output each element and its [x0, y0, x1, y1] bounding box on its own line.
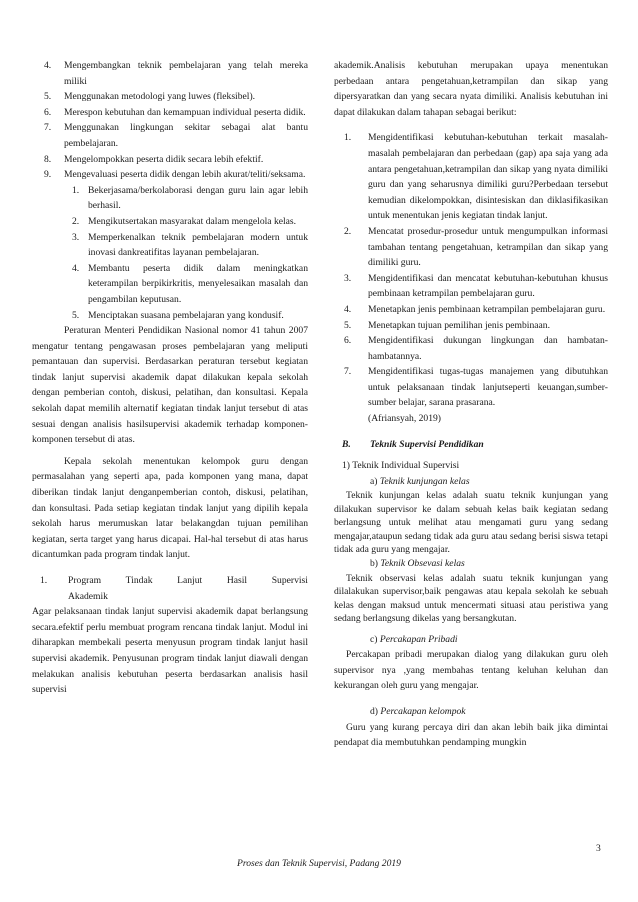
list-item: 7. Mengidentifikasi tugas-tugas manajemen yang dibutuhkan untuk pelaksanaan tindak lanjutseperti keuangan,sumber-sumber belajar, sarana prasarana. [344, 366, 608, 409]
list-item: 8. Mengelompokkan peserta didik secara lebih efektif. [44, 153, 264, 165]
section-heading-b: B. Teknik Supervisi Pendidikan [342, 438, 484, 450]
objectives-list [32, 58, 308, 183]
list-item: 6. Mengidentifikasi dukungan lingkungan dan hambatan-hambatannya. [344, 335, 608, 362]
list-item: 2. Mengikutsertakan masyarakat dalam mengelola kelas. [72, 215, 297, 227]
list-item: 7. Menggunakan lingkungan sekitar sebagai alat bantu pembelajaran. [44, 122, 308, 149]
subheading-group-conversation: d) Percakapan kelompok [370, 706, 466, 718]
list-item: 9. Mengevaluasi peserta didik dengan lebih akurat/teliti/seksama. [44, 169, 306, 181]
left-column: 4. Mengembangkan teknik pembelajaran yang telah mereka miliki 5. Menggunakan metodologi yang luwes (fleksibel). 6. Merespon kebutuhan dan kemampuan individual peserta didik. 7. Menggunakan lingkungan sekitar sebagai alat bantu pembelajaran. 8. Mengelompokkan peserta didik secara lebih efektif. 9. Mengevaluasi peserta didik dengan lebih akurat/teliti/seksama. 1. Bekerjasama/berkolaborasi dengan guru lain agar lebih berhasil. 2. Mengikutsertakan masyarakat dalam mengelola kelas. 3. Memperkenalkan teknik pembelajaran modern untuk inovasi dankreatifitas layanan pembelajaran. 4. Membantu peserta didik dalam meningkatkan keterampilan berpikirkritis, menyelesaikan masalah dan pengambilan keputusan. 5. Menciptakan suasana pembelajaran yang kondusif. Peraturan Menteri Pendidikan Nasional nomor 41 tahun 2007 mengatur tentang pengawasan proses pembelajaran yang meliputi pemantauan dan supervisi. Berdasarkan peraturan tersebut kegiatan tindak lanjut supervisi akademik dapat dilakukan kepala sekolah dengan pemberian contoh, diskusi, pelatihan, dan konsultasi. Kepala sekolah dapat memilih alternatif kegiatan tindak lanjut tersebut di atas sesuai dengan analisis hasilsupervisi akademik terhadap komponen-komponen tersebut di atas. Kepala sekolah menentukan kelompok guru dengan permasalahan yang seperti apa, pada komponen yang mana, dapat diberikan tindak lanjut denganpemberian contoh, diskusi, pelatihan, dan konsultasi. Pada setiap kegiatan tindak lanjut yang dipilih kepala sekolah harus merumuskan latar belakangdan tujuan pemilihan kegiatan, serta target yang harus dicapai. Hal-hal tersebut di atas harus dicantumkan pada program tindak lanjut. 1. Program Tindak Lanjut Hasil Supervisi Akademik Agar pelaksanaan tindak lanjut supervisi akademik dapat berlangsung secara.efektif perlu membuat program rencana tindak lanjut. Modul ini diharapkan membekali peserta menyusun program tindak lanjut hasil supervisi akademik. Penyusunan program tindak lanjut diawali dengan melakukan analisis kebutuhan peserta berdasarkan analisis hasil supervisi [32, 58, 308, 698]
citation: (Afriansyah, 2019) [368, 413, 441, 425]
subheading-class-observation: b) Teknik Obsevasi kelas [370, 558, 465, 570]
paragraph-class-visit: Teknik kunjungan kelas adalah suatu teknik kunjungan yang dilakukan supervisor ke dalam sebuah kelas baik kegiatan sedang berlangsung untuk melihat atau mengamati guru yang sedang mengajar,ataupun sedang tidak ada guru atau sedang berisi siswa tetapi tidak ada guru yang mengajar. [334, 490, 608, 556]
list-item: 2. Mencatat prosedur-prosedur untuk mengumpulkan informasi tambahan tentang pengetahuan, ketrampilan dan sikap yang dimiliki guru. [344, 225, 608, 269]
list-item: 5. Menggunakan metodologi yang luwes (fleksibel). [44, 91, 256, 103]
list-item: 4. Mengembangkan teknik pembelajaran yang telah mereka miliki [44, 60, 308, 87]
list-item: 5. Menciptakan suasana pembelajaran yang kondusif. [72, 309, 284, 321]
analysis-steps-list [334, 130, 608, 426]
list-item: 1. Mengidentifikasi kebutuhan-kebutuhan terkait masalah-masalah pembelajaran dan perbedaan (gap) apa saja yang ada antara pengetahuan,ketrampilan dan sikap yang nyata dimiliki guru dan yang seharusnya dimiliki guru?Perbedaan tersebut kemudian dikelompokkan, disintesiskan dan diklasifikasikan untuk menentukan jenis kegiatan tindak lanjut. [344, 132, 608, 222]
list-item: 4. Menetapkan jenis pembinaan ketrampilan pembelajaran guru. [344, 303, 606, 315]
subheading-class-visit: a) Teknik kunjungan kelas [370, 475, 470, 487]
objectives-sublist [32, 183, 308, 323]
paragraph-group-conversation: Guru yang kurang percaya diri dan akan lebih baik jika dimintai pendapat dia membutuhkan pendamping mungkin [334, 721, 608, 749]
list-item: 1. Bekerjasama/berkolaborasi dengan guru lain agar lebih berhasil. [72, 184, 308, 212]
list-item: 3. Memperkenalkan teknik pembelajaran modern untuk inovasi dankreatifitas layanan pembelajaran. [72, 231, 308, 259]
list-item: 3. Mengidentifikasi dan mencatat kebutuhan-kebutuhan khusus pembinaan ketrampilan pembelajaran guru. [344, 272, 608, 300]
right-column [334, 58, 608, 751]
page-number: 3 [596, 843, 601, 854]
paragraph-class-observation: Teknik observasi kelas adalah suatu teknik kunjungan yang dilalakukan supervisor,baik pengawas atau kepala sekolah ke sebuah kelas dengan maksud untuk mencermati situasi atau peristiwa yang sedang berlangsung dikelas yang bersangkutan. [334, 573, 608, 625]
paragraph-program-plan: Agar pelaksanaan tindak lanjut supervisi akademik dapat berlangsung secara.efektif perlu membuat program rencana tindak lanjut. Modul ini diharapkan membekali peserta menyusun program tindak lanjut hasil supervisi akademik. Penyusunan program tindak lanjut diawali dengan melakukan analisis kebutuhan peserta berdasarkan analisis hasil supervisi [32, 606, 308, 696]
paragraph-teacher-groups: Kepala sekolah menentukan kelompok guru dengan permasalahan yang seperti apa, pada komponen yang mana, dapat diberikan tindak lanjut denganpemberian contoh, diskusi, pelatihan, dan konsultasi. Pada setiap kegiatan tindak lanjut yang dipilih kepala sekolah harus merumuskan latar belakangdan tujuan pemilihan kegiatan, serta target yang harus dicapai. Hal-hal tersebut di atas harus dicantumkan pada program tindak lanjut. [32, 455, 308, 561]
paragraph-regulation: Peraturan Menteri Pendidikan Nasional nomor 41 tahun 2007 mengatur tentang pengawasan proses pembelajaran yang meliputi pemantauan dan supervisi. Berdasarkan peraturan tersebut kegiatan tindak lanjut supervisi akademik dapat dilakukan kepala sekolah dengan pemberian contoh, diskusi, pelatihan, dan konsultasi. Kepala sekolah dapat memilih alternatif kegiatan tindak lanjut tersebut di atas sesuai dengan analisis hasilsupervisi akademik terhadap komponen-komponen tersebut di atas. [32, 325, 308, 446]
paragraph-needs-analysis: akademik.Analisis kebutuhan merupakan upaya menentukan perbedaan antara pengetahuan,ketrampilan dan sikap yang dipersyaratkan dan yang secara nyata dimiliki. Analisis kebutuhan ini dapat dilakukan dalam tahapan sebagai berikut: [334, 60, 608, 118]
list-item: 6. Merespon kebutuhan dan kemampuan individual peserta didik. [44, 106, 306, 118]
citation-row [334, 411, 608, 427]
list-item: 4. Membantu peserta didik dalam meningkatkan keterampilan berpikirkritis, menyelesaikan masalah dan pengambilan keputusan. [72, 262, 308, 305]
subheading-private-conversation: c) Percakapan Pribadi [370, 633, 458, 645]
page-footer: Proses dan Teknik Supervisi, Padang 2019 [237, 858, 401, 869]
list-item: 5. Menetapkan tujuan pemilihan jenis pembinaan. [344, 319, 550, 331]
paragraph-private-conversation: Percakapan pribadi merupakan dialog yang dilakukan guru oleh supervisor nya ,yang membahas tentang keluhan keluhan dan kekurangan oleh guru yang mengajar. [334, 649, 608, 692]
subheading-individual-supervision: 1) Teknik Individual Supervisi [342, 460, 460, 472]
section-heading-program: 1. Program Tindak Lanjut Hasil Supervisi [40, 575, 308, 586]
